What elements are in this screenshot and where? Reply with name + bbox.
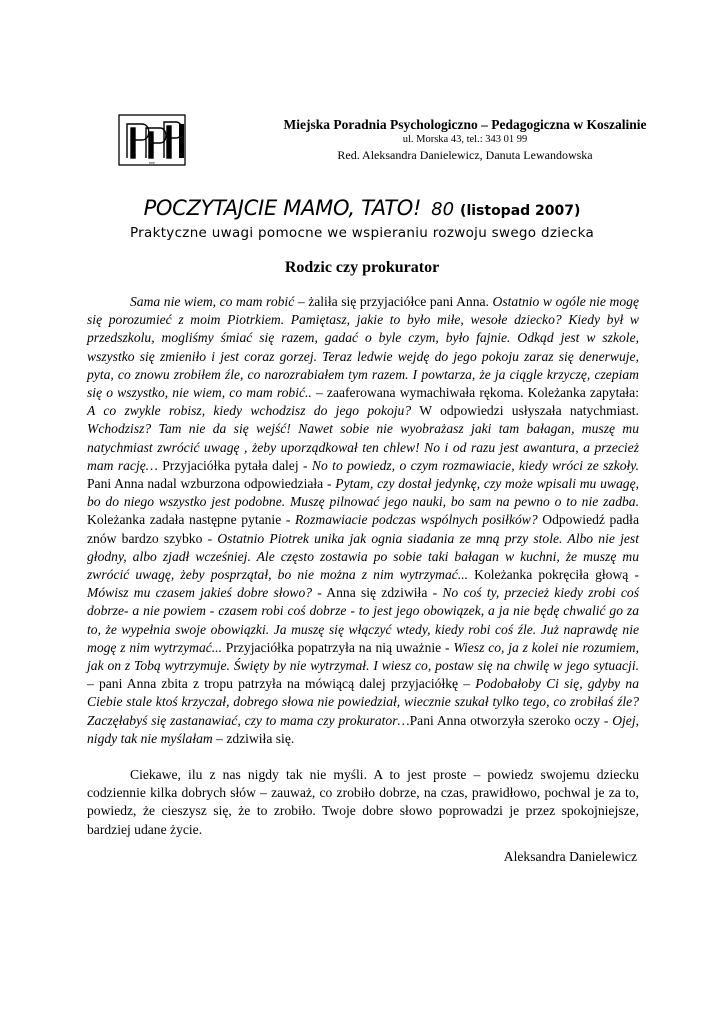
narration-segment: Koleżanka pokręciła głową - [468, 567, 639, 583]
author-signature: Aleksandra Danielewicz [503, 849, 637, 864]
editors-line: Red. Aleksandra Danielewicz, Danuta Lewandowska [337, 148, 593, 162]
series-title: POCZYTAJCIE MAMO, TATO! [143, 196, 422, 220]
italic-dialogue-segment: Podobałoby Ci się, gdyby na Ciebie stale ktoś krzyczał, dobrego słowa nie powiedział, wiecznie szukał tylko tego, co zrobiłaś źle? Zaczęłabyś się zastanawiać, czy to mama czy prokurator… [87, 676, 639, 728]
italic-dialogue-segment: No coś ty, przecież kiedy zrobi coś dobrze- a nie powiem - czasem robi coś dobrze - to jest jego obowiązek, a ja nie będę chwalić go za to, że wypełnia swoje obowiązki. Ja muszę się włączyć wtedy, kiedy robi coś źle. Już naprawdę nie mogę z nim wytrzymać... [87, 585, 639, 655]
organization-name: Miejska Poradnia Psychologiczno – Pedagogiczna w Koszalinie [283, 117, 647, 132]
narration-segment: – pani Anna zbita z tropu patrzyła na mówiącą dalej przyjaciółkę – [87, 676, 476, 692]
italic-dialogue-segment: Rozmawiacie podczas wspólnych posiłków? [295, 512, 538, 528]
article-title: Rodzic czy prokurator [284, 259, 440, 276]
narration-segment: – żaliła się przyjaciółce pani Anna. [294, 294, 493, 309]
issue-number: 80 [431, 199, 455, 220]
narration-segment: Pani Anna nadal wzburzona odpowiedziała - [87, 476, 336, 492]
article-body [87, 293, 639, 839]
series-subtitle: Praktyczne uwagi pomocne we wspieraniu rozwoju swego dziecka [129, 225, 595, 241]
narration-segment: Przyjaciółka popatrzyła na nią uważnie - [221, 639, 454, 655]
italic-dialogue-segment: Sama nie wiem, co mam robić [130, 294, 295, 309]
narration-segment: - Anna się zdziwiła - [312, 585, 443, 601]
italic-dialogue-segment: Ostatnio Piotrek unika jak ognia siadania ze mną przy stole. Albo nie jest głodny, albo zjadł wcześniej. Ale często zostawia po sobie taki bałagan w kuchni, że muszę mu zwrócić uwagę, żeby posprzątał, bo nie można z nim wytrzymać... [87, 530, 639, 583]
narration-segment: W odpowiedzi usłyszała natychmiast. [411, 403, 639, 419]
narration-segment: Przyjaciółka pytała dalej - [157, 457, 312, 473]
paragraph-1 [87, 293, 639, 748]
narration-segment: – zdziwiła się. [212, 730, 295, 746]
italic-dialogue-segment: Ojej, nigdy tak nie myślałam [87, 712, 639, 746]
narration-segment: – zaaferowana wymachiwała rękoma. Koleżanka zapytała: [311, 385, 639, 401]
italic-dialogue-segment: Wiesz co, ja z kolei nie rozumiem, jak on z Tobą wytrzymuje. Święty by nie wytrzymał. I wiesz co, postaw się na chwilę w jego sytuacji. [87, 639, 639, 674]
organization-address: ul. Morska 43, tel.: 343 01 99 [402, 134, 528, 145]
italic-dialogue-segment: Pytam, czy dostał jedynkę, czy może wpisali mu uwagę, bo do niego wszystko jest podobne. Muszę pilnować jego nauki, bo sam na pewno o to nie zadba. [87, 476, 640, 510]
header [190, 117, 724, 163]
italic-dialogue-segment: Wchodzisz? Tam nie da się wejść! Nawet sobie nie wyobrażasz jaki tam bałagan, muszę mu natychmiast zwrócić uwagę , żeby uporządkował ten chlew! No i od razu jest awantura, a przecież mam rację… [87, 421, 639, 473]
narration-segment: Pani Anna otworzyła szeroko oczy - [409, 712, 613, 728]
italic-dialogue-segment: A co zwykle robisz, kiedy wchodzisz do jego pokoju? [87, 403, 412, 419]
italic-dialogue-segment: Ostatnio w ogóle nie mogę się porozumieć z moim Piotrkiem. Pamiętasz, jakie to było miłe, wesołe dziecko? Kiedy był w przedszkolu, mogliśmy śmiać się razem, gadać o byle czym, było fajnie. Odkąd jest w szkole, wszystko się zmieniło i jest coraz gorzej. Teraz ledwie wejdę do jego pokoju zaraz się denerwuje, pyta, co znowu zrobiłem źle, co narozrabiałem tym razem. I powtarza, że ja ciągle krzyczę, czepiam się o wszystko, nie wiem, co mam robić.. [87, 294, 639, 401]
issue-date: (listopad 2007) [460, 203, 581, 219]
narration-segment: Koleżanka zadała następne pytanie - [87, 512, 295, 528]
italic-dialogue-segment: Mówisz mu czasem jakieś dobre słowo? [87, 585, 313, 601]
narration-segment: Odpowiedź padła znów bardzo szybko - [87, 512, 639, 546]
series-heading [0, 196, 724, 220]
italic-dialogue-segment: No to powiedz, o czym rozmawiacie, kiedy wróci ze szkoły. [311, 457, 639, 473]
logo-text: PPP [149, 161, 155, 165]
paragraph-2: Ciekawe, ilu z nas nigdy tak nie myśli. A to jest proste – powiedz swojemu dziecku codziennie kilka dobrych słów – zauważ, co zrobiło dobrze, na czas, prawidłowo, pochwal je za to, powiedz, że cieszysz się, że to zrobiło. Twoje dobre słowo poprowadzi je przez spokojniejsze, bardziej udane życie. [87, 767, 639, 837]
